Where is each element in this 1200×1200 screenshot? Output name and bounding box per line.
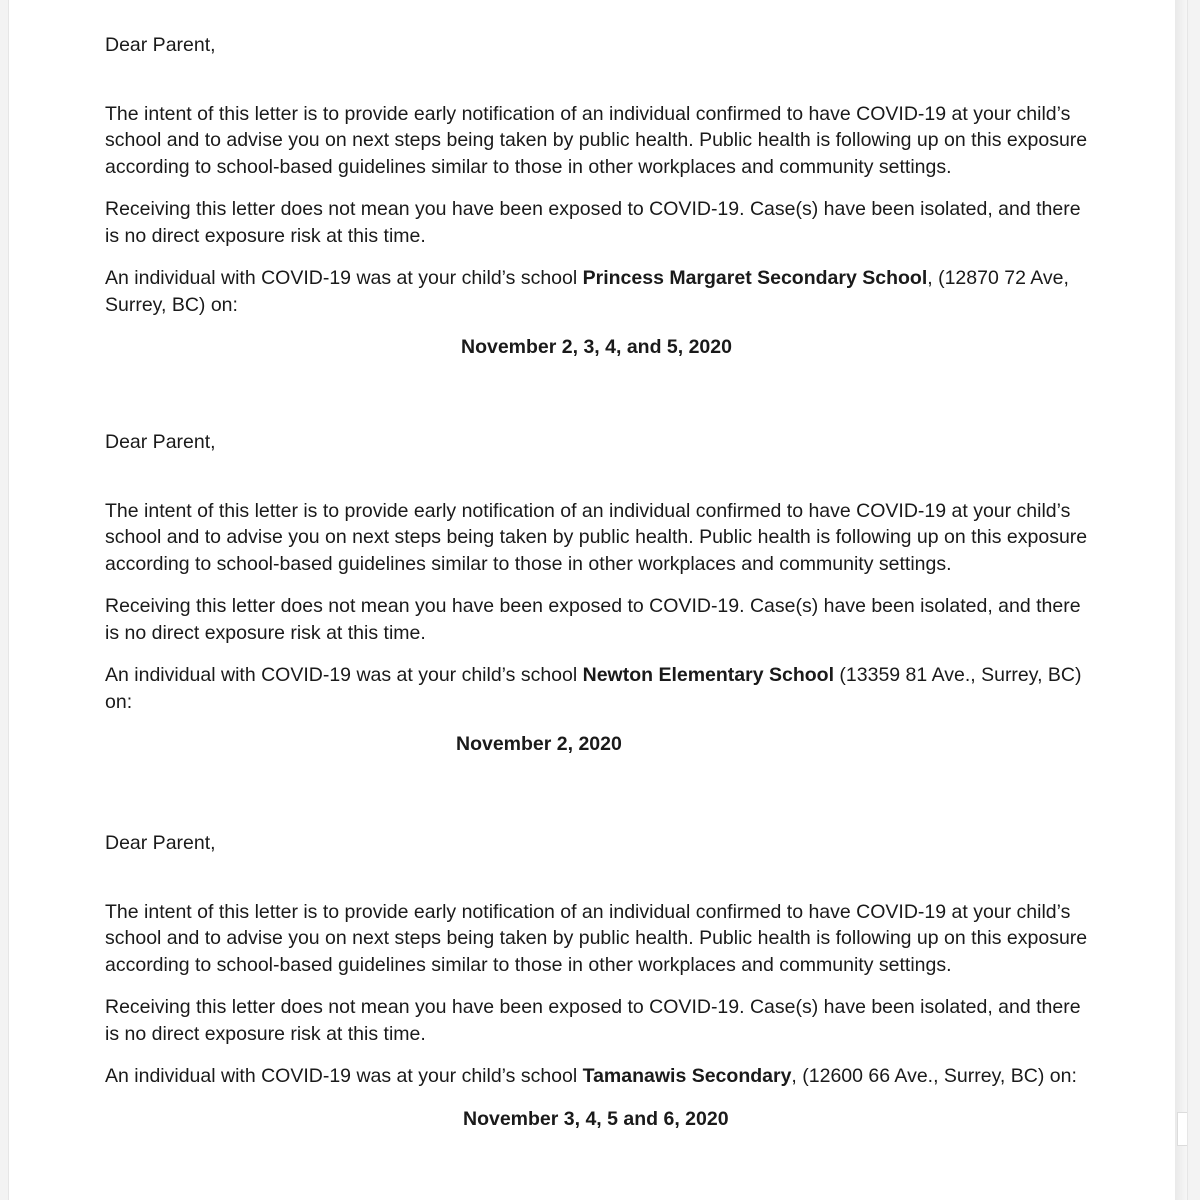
exposure-prefix: An individual with COVID-19 was at your child’s school <box>105 267 583 289</box>
document-page <box>8 0 1188 1200</box>
scroll-handle[interactable] <box>1177 1112 1187 1146</box>
letter-1 <box>105 32 1095 361</box>
receiving-paragraph: Receiving this letter does not mean you have been exposed to COVID-19. Case(s) have been isolated, and there is no direct exposure risk at this time. <box>105 595 1081 644</box>
greeting: Dear Parent, <box>105 34 216 56</box>
exposure-prefix: An individual with COVID-19 was at your child’s school <box>105 664 583 686</box>
intent-paragraph: The intent of this letter is to provide early notification of an individual confirmed to have COVID-19 at your child’s school and to advise you on next steps being taken by public health. Public health is following up on this exposure according to school-based guidelines similar to those in other workplaces and community settings. <box>105 499 1088 575</box>
exposure-prefix: An individual with COVID-19 was at your child’s school <box>105 1065 583 1087</box>
page-edge <box>1175 0 1187 1200</box>
intent-paragraph: The intent of this letter is to provide early notification of an individual confirmed to have COVID-19 at your child’s school and to advise you on next steps being taken by public health. Public health is following up on this exposure according to school-based guidelines similar to those in other workplaces and community settings. <box>105 102 1088 178</box>
school-address: , (12870 72 Ave, Surrey, BC) on: <box>105 267 1069 316</box>
greeting: Dear Parent, <box>105 431 216 453</box>
exposure-paragraph <box>105 662 1095 715</box>
school-address: (13359 81 Ave., Surrey, BC) on: <box>105 664 1082 713</box>
exposure-paragraph <box>105 1063 1095 1090</box>
school-name: Princess Margaret Secondary School <box>582 267 928 289</box>
exposure-paragraph <box>105 265 1095 318</box>
greeting: Dear Parent, <box>105 832 216 854</box>
exposure-dates: November 3, 4, 5 and 6, 2020 <box>463 1107 729 1130</box>
letter-2 <box>105 429 1095 758</box>
school-name: Tamanawis Secondary <box>582 1065 792 1087</box>
exposure-dates: November 2, 2020 <box>456 733 622 755</box>
letter-3 <box>105 830 1095 1132</box>
receiving-paragraph: Receiving this letter does not mean you have been exposed to COVID-19. Case(s) have been isolated, and there is no direct exposure risk at this time. <box>105 198 1081 247</box>
receiving-paragraph: Receiving this letter does not mean you have been exposed to COVID-19. Case(s) have been isolated, and there is no direct exposure risk at this time. <box>105 996 1081 1045</box>
intent-paragraph: The intent of this letter is to provide early notification of an individual confirmed to have COVID-19 at your child’s school and to advise you on next steps being taken by public health. Public health is following up on this exposure according to school-based guidelines similar to those in other workplaces and community settings. <box>105 900 1088 976</box>
school-name: Newton Elementary School <box>582 664 834 686</box>
exposure-dates: November 2, 3, 4, and 5, 2020 <box>461 336 732 358</box>
school-address: , (12600 66 Ave., Surrey, BC) on: <box>791 1065 1077 1087</box>
